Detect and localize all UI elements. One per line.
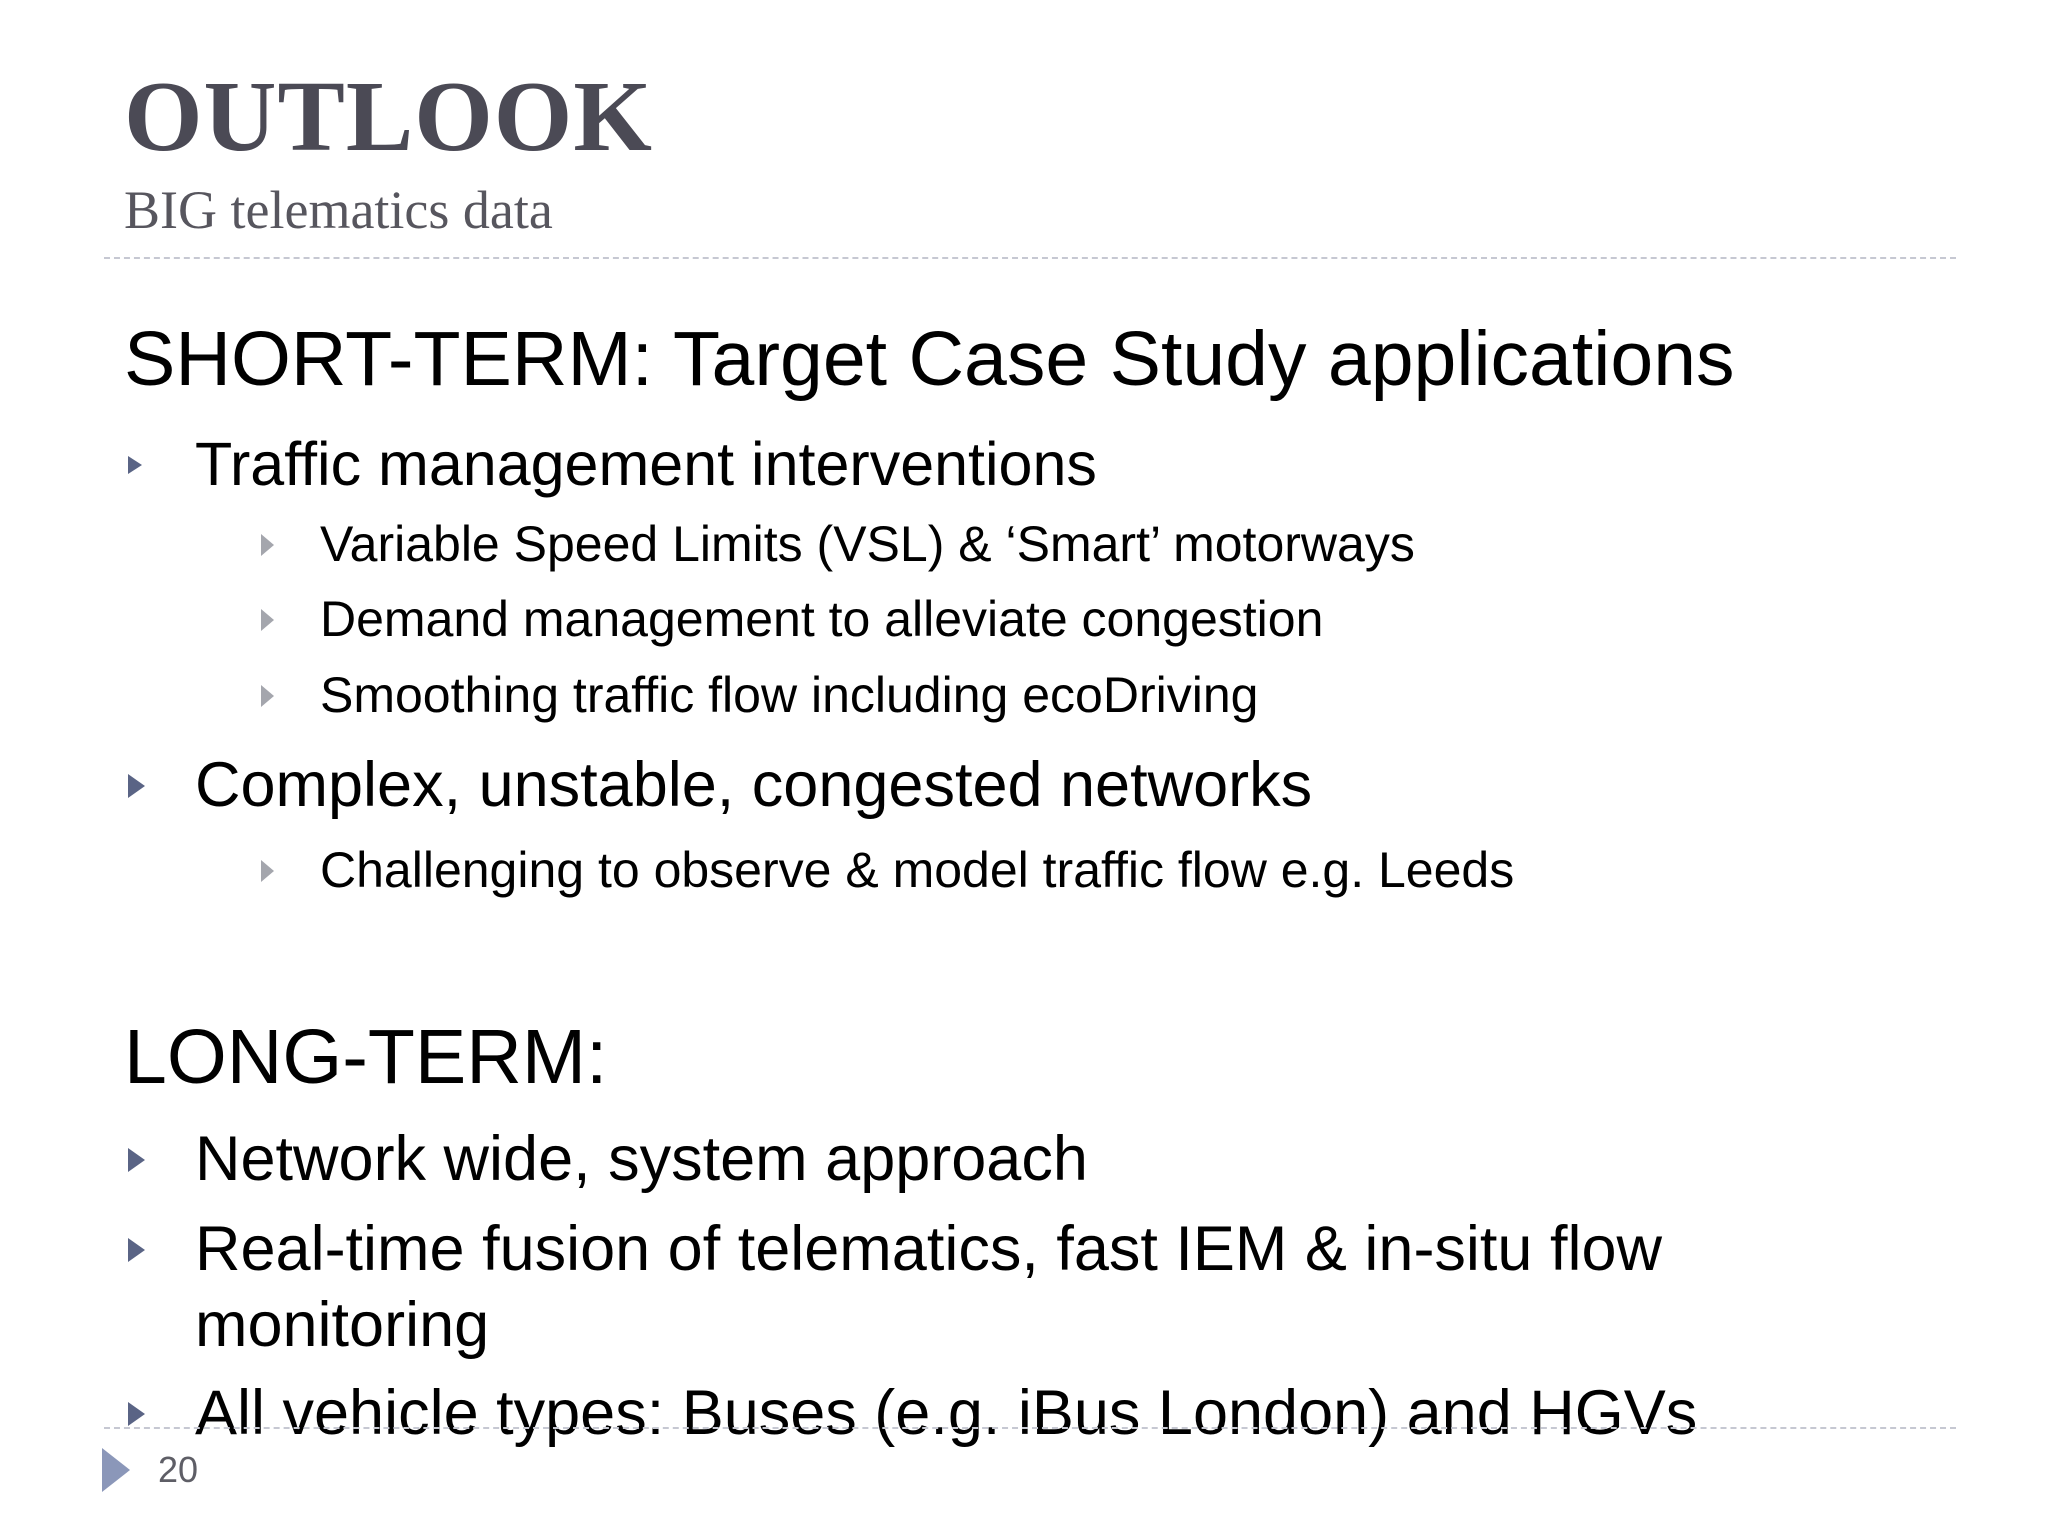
- bullet-triangle-icon: [128, 456, 142, 474]
- bullet-complex-networks: [124, 748, 1895, 824]
- slide-title: OUTLOOK: [124, 60, 653, 172]
- bullet-network-wide: [124, 1122, 1895, 1198]
- slide-subtitle: BIG telematics data: [124, 180, 553, 240]
- subbullet-smoothing: [261, 668, 1258, 723]
- subbullet-text: Smoothing traffic flow including ecoDriving: [320, 667, 1259, 723]
- long-term-heading: LONG-TERM:: [124, 1014, 608, 1100]
- page-number: 20: [158, 1449, 199, 1490]
- bullet-text: All vehicle types: Buses (e.g. iBus London) and HGVs: [195, 1378, 1698, 1448]
- sub-bullet-triangle-icon: [261, 685, 274, 707]
- sub-bullet-triangle-icon: [261, 609, 274, 631]
- sub-bullet-triangle-icon: [261, 534, 274, 556]
- subbullet-text: Demand management to alleviate congestion: [320, 591, 1324, 647]
- sub-bullet-triangle-icon: [261, 860, 274, 882]
- bullet-triangle-icon: [128, 1402, 145, 1426]
- bullet-triangle-icon: [128, 774, 145, 798]
- footer-triangle-icon: [102, 1448, 130, 1492]
- short-term-heading: SHORT-TERM: Target Case Study applications: [124, 316, 1735, 402]
- subbullet-text: Variable Speed Limits (VSL) & ‘Smart’ motorways: [320, 516, 1415, 572]
- bullet-realtime-fusion: [124, 1212, 1895, 1363]
- bullet-triangle-icon: [128, 1238, 145, 1262]
- bullet-traffic-management: [124, 428, 1895, 501]
- subbullet-text: Challenging to observe & model traffic flow e.g. Leeds: [320, 842, 1515, 898]
- subbullet-challenging: [261, 843, 1514, 898]
- bullet-text: Traffic management interventions: [195, 430, 1097, 498]
- bullet-text: Real-time fusion of telematics, fast IEM & in-situ flow monitoring: [195, 1214, 1662, 1360]
- bullet-text: Network wide, system approach: [195, 1124, 1088, 1194]
- subbullet-demand: [261, 592, 1323, 647]
- top-divider: [104, 257, 1956, 259]
- bullet-vehicle-types: [124, 1376, 1895, 1452]
- bullet-text: Complex, unstable, congested networks: [195, 750, 1313, 820]
- subbullet-vsl: [261, 517, 1415, 572]
- bottom-divider: [104, 1427, 1956, 1429]
- bullet-triangle-icon: [128, 1148, 145, 1172]
